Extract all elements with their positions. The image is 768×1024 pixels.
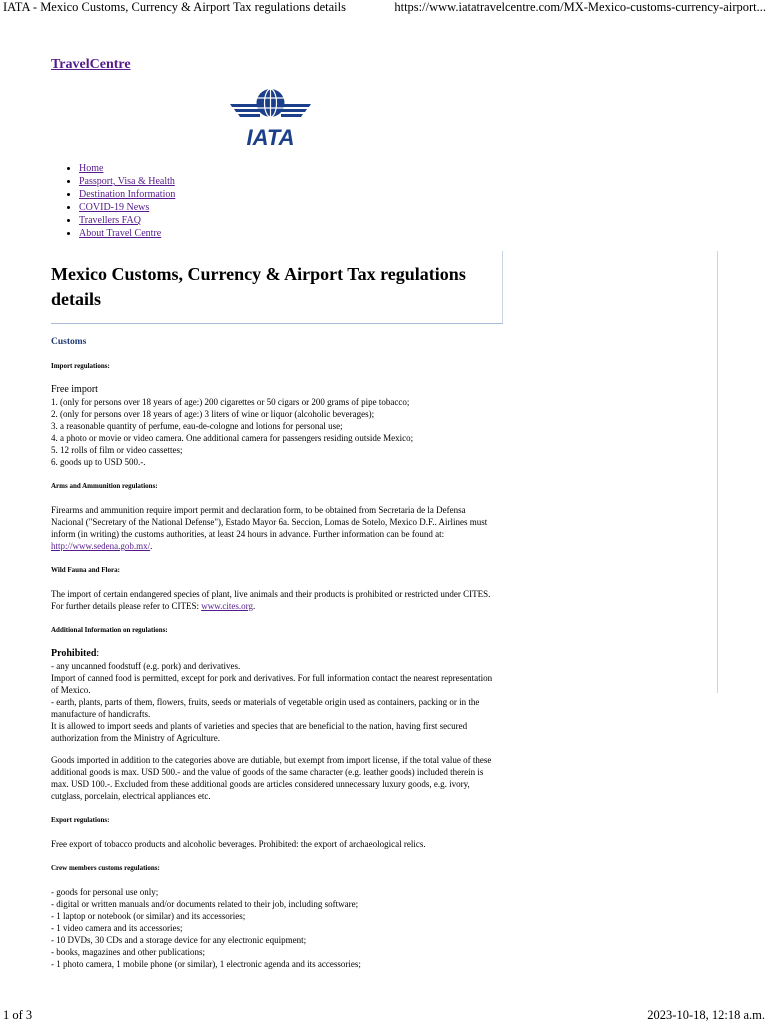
print-header bbox=[0, 0, 768, 16]
document-url: https://www.iatatravelcentre.com/MX-Mexico-customs-currency-airport... bbox=[394, 0, 766, 14]
print-footer bbox=[0, 1006, 768, 1024]
divider-vertical-left bbox=[502, 251, 503, 323]
import-item: 1. (only for persons over 18 years of age:) 200 cigarettes or 50 cigars or 200 grams of pipe tobacco; bbox=[51, 397, 410, 407]
nav-link-about[interactable]: About Travel Centre bbox=[79, 228, 162, 239]
crew-item: - digital or written manuals and/or documents related to their job, including software; bbox=[51, 899, 359, 909]
nav-item-home bbox=[79, 162, 175, 175]
import-item: 3. a reasonable quantity of perfume, eau-de-cologne and lotions for personal use; bbox=[51, 421, 343, 431]
arms-end: . bbox=[150, 541, 153, 551]
page-counter: 1 of 3 bbox=[3, 1008, 33, 1022]
prohibited-heading bbox=[51, 648, 497, 660]
additional-line: - any uncanned foodstuff (e.g. pork) and derivatives. bbox=[51, 661, 241, 671]
prohibited-label: Prohibited bbox=[51, 648, 97, 659]
crew-item: - 10 DVDs, 30 CDs and a storage device for any electronic equipment; bbox=[51, 935, 307, 945]
crew-item: - 1 video camera and its accessories; bbox=[51, 923, 183, 933]
nav-link-faq[interactable]: Travellers FAQ bbox=[79, 215, 141, 226]
nav-link-destination[interactable]: Destination Information bbox=[79, 189, 176, 200]
nav-item-about bbox=[79, 227, 175, 240]
import-item: 6. goods up to USD 500.-. bbox=[51, 457, 146, 467]
import-item: 2. (only for persons over 18 years of age:) 3 liters of wine or liquor (alcoholic beverages); bbox=[51, 409, 375, 419]
section-heading-customs: Customs bbox=[51, 337, 87, 347]
subheading-export: Export regulations: bbox=[51, 816, 110, 824]
import-intro: Free import bbox=[51, 384, 98, 395]
page-title: Mexico Customs, Currency & Airport Tax regulations details bbox=[51, 264, 466, 309]
main-nav bbox=[57, 162, 175, 240]
export-text: Free export of tobacco products and alcoholic beverages. Prohibited: the export of archaeological relics. bbox=[51, 839, 426, 849]
title-divider bbox=[51, 323, 503, 324]
crew-item: - books, magazines and other publications; bbox=[51, 947, 205, 957]
cites-link[interactable]: www.cites.org bbox=[201, 601, 253, 611]
iata-logo-icon bbox=[228, 86, 313, 148]
document-title: IATA - Mexico Customs, Currency & Airport Tax regulations details bbox=[3, 0, 346, 14]
additional-line: - earth, plants, parts of them, flowers, fruits, seeds or materials of vegetable origin used as containers, packing or in the manufacture of handicrafts. bbox=[51, 697, 480, 719]
crew-item: - 1 photo camera, 1 mobile phone (or similar), 1 electronic agenda and its accessories; bbox=[51, 959, 361, 969]
fauna-refer bbox=[51, 600, 497, 612]
nav-item-passport bbox=[79, 175, 175, 188]
sedena-link[interactable]: http://www.sedena.gob.mx/ bbox=[51, 541, 151, 551]
site-title-link[interactable]: TravelCentre bbox=[51, 57, 131, 72]
subheading-fauna: Wild Fauna and Flora: bbox=[51, 566, 120, 574]
nav-link-covid[interactable]: COVID-19 News bbox=[79, 202, 150, 213]
fauna-text: The import of certain endangered species of plant, live animals and their products is prohibited or restricted under CITES. bbox=[51, 589, 491, 599]
subheading-crew: Crew members customs regulations: bbox=[51, 864, 160, 872]
additional-goods: Goods imported in addition to the categories above are dutiable, but exempt from import license, if the total value of these additional goods is max. USD 500.- and the value of goods of the same character (e.g. leather goods) included therein is max. USD 100.-. Excluded from these additional goods are articles considered unnecessary luxury goods, e.g. ivory, cutglass, porcelain, electrical appliances etc. bbox=[51, 755, 492, 801]
nav-item-destination bbox=[79, 188, 175, 201]
arms-text bbox=[51, 504, 497, 552]
additional-line: Import of canned food is permitted, except for pork and derivatives. For full information contact the nearest representation of Mexico. bbox=[51, 673, 493, 695]
import-item: 5. 12 rolls of film or video cassettes; bbox=[51, 445, 183, 455]
arms-body: Firearms and ammunition require import permit and declaration form, to be obtained from Secretaria de la Defensa Nacional ("Secretary of the National Defense"), Estado Mayor 6a. Seccion, Lomas de Sotelo, Mexico D.F.. Airlines must inform (in writing) the customs authorities, at least 24 hours in advance. Further information can be found at: bbox=[51, 505, 488, 539]
additional-line: It is allowed to import seeds and plants of varieties and species that are beneficial to the nation, having first secured authorization from the Ministry of Agriculture. bbox=[51, 721, 468, 743]
subheading-additional: Additional Information on regulations: bbox=[51, 626, 168, 634]
customs-content bbox=[51, 336, 497, 970]
prohibited-colon: : bbox=[96, 648, 100, 659]
print-datetime: 2023-10-18, 12:18 a.m. bbox=[647, 1008, 765, 1022]
nav-item-covid bbox=[79, 201, 175, 214]
nav-link-home[interactable]: Home bbox=[79, 163, 104, 174]
subheading-import: Import regulations: bbox=[51, 362, 110, 370]
subheading-arms: Arms and Ammunition regulations: bbox=[51, 482, 158, 490]
iata-logo[interactable] bbox=[228, 86, 313, 148]
crew-item: - 1 laptop or notebook (or similar) and its accessories; bbox=[51, 911, 246, 921]
divider-vertical-right bbox=[717, 251, 718, 693]
fauna-refer-label: For further details please refer to CITES: bbox=[51, 601, 199, 611]
nav-link-passport[interactable]: Passport, Visa & Health bbox=[79, 176, 175, 187]
svg-text:IATA: IATA bbox=[246, 125, 295, 148]
import-item: 4. a photo or movie or video camera. One additional camera for passengers residing outside Mexico; bbox=[51, 433, 414, 443]
nav-item-faq bbox=[79, 214, 175, 227]
fauna-end: . bbox=[252, 601, 256, 611]
crew-item: - goods for personal use only; bbox=[51, 887, 159, 897]
